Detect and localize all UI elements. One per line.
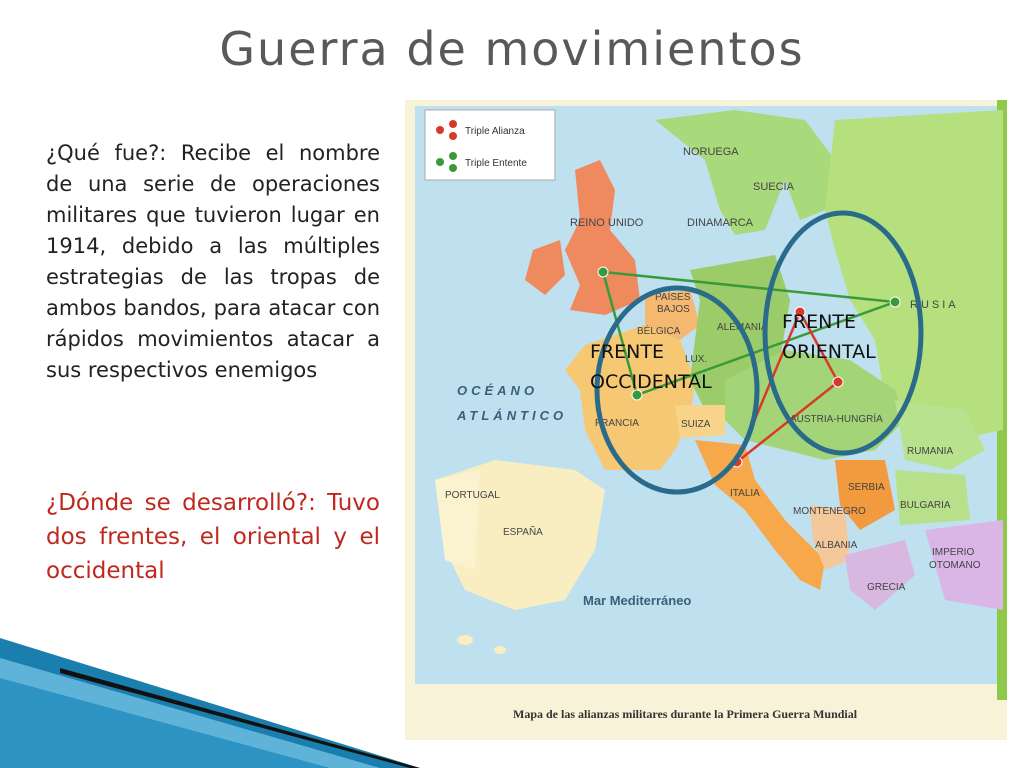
map-caption: Mapa de las alianzas militares durante la Primera Guerra Mundial [513, 707, 858, 721]
sea-label: Mar Mediterráneo [583, 593, 692, 608]
location-paragraph: ¿Dónde se desarrolló?: Tuvo dos frentes, el oriental y el occidental [46, 490, 380, 584]
island [494, 646, 506, 654]
entente-legend-icon [436, 158, 444, 166]
label-albania: ALBANIA [815, 540, 858, 551]
corner-decoration [0, 628, 420, 768]
entente-legend-icon [449, 164, 457, 172]
definition-paragraph: ¿Qué fue?: Recibe el nombre de una serie de operaciones militares que tuvieron lugar en 1914, debido a las múltiples estrategias de las tropas de ambos bandos, para atacar con rápidos movimientos atacar a sus respectivos enemigos [46, 141, 380, 382]
alliance-legend-icon [449, 132, 457, 140]
label-noruega: NORUEGA [683, 146, 739, 158]
label-serbia: SERBIA [848, 482, 885, 493]
label-imperio-2: OTOMANO [929, 560, 981, 571]
label-portugal: PORTUGAL [445, 490, 500, 501]
label-imperio-1: IMPERIO [932, 547, 975, 558]
label-rumania: RUMANIA [907, 446, 954, 457]
western-front-label-2: OCCIDENTAL [590, 371, 712, 393]
eastern-front-label-2: ORIENTAL [782, 341, 876, 363]
label-paises-bajos-1: PAÍSES [655, 292, 691, 303]
label-alemania: ALEMANIA [717, 322, 768, 333]
map-legend [425, 110, 555, 180]
label-paises-bajos-2: BAJOS [657, 304, 690, 315]
russia-marker [890, 297, 900, 307]
ocean-label-1: OCÉANO [457, 383, 539, 398]
label-francia: FRANCIA [595, 418, 639, 429]
eastern-front-label-1: FRENTE [782, 311, 856, 333]
ocean-label-2: ATLÁNTICO [457, 408, 568, 423]
uk-marker [598, 267, 608, 277]
slide-title: Guerra de movimientos [219, 22, 805, 76]
label-rusia: RUSIA [910, 299, 959, 311]
label-bulgaria: BULGARIA [900, 500, 951, 511]
label-montenegro: MONTENEGRO [793, 506, 866, 517]
label-suecia: SUECIA [753, 181, 794, 193]
austria-marker [833, 377, 843, 387]
label-belgica: BÉLGICA [637, 326, 681, 337]
label-grecia: GRECIA [867, 582, 906, 593]
alliance-legend-icon [449, 120, 457, 128]
label-reino-unido: REINO UNIDO [570, 217, 644, 229]
europe-alliances-map [405, 100, 1007, 740]
western-front-label-1: FRENTE [590, 341, 664, 363]
island [457, 635, 473, 645]
legend-alliance-label: Triple Alianza [465, 126, 525, 137]
alliance-legend-icon [436, 126, 444, 134]
label-italia: ITALIA [730, 488, 760, 499]
entente-legend-icon [449, 152, 457, 160]
bulgaria-shape [895, 470, 970, 525]
legend-entente-label: Triple Entente [465, 158, 527, 169]
label-espana: ESPAÑA [503, 527, 543, 538]
label-suiza: SUIZA [681, 419, 711, 430]
label-austria: AUSTRIA-HUNGRÍA [790, 414, 883, 425]
label-lux: LUX. [685, 354, 708, 365]
label-dinamarca: DINAMARCA [687, 217, 754, 229]
